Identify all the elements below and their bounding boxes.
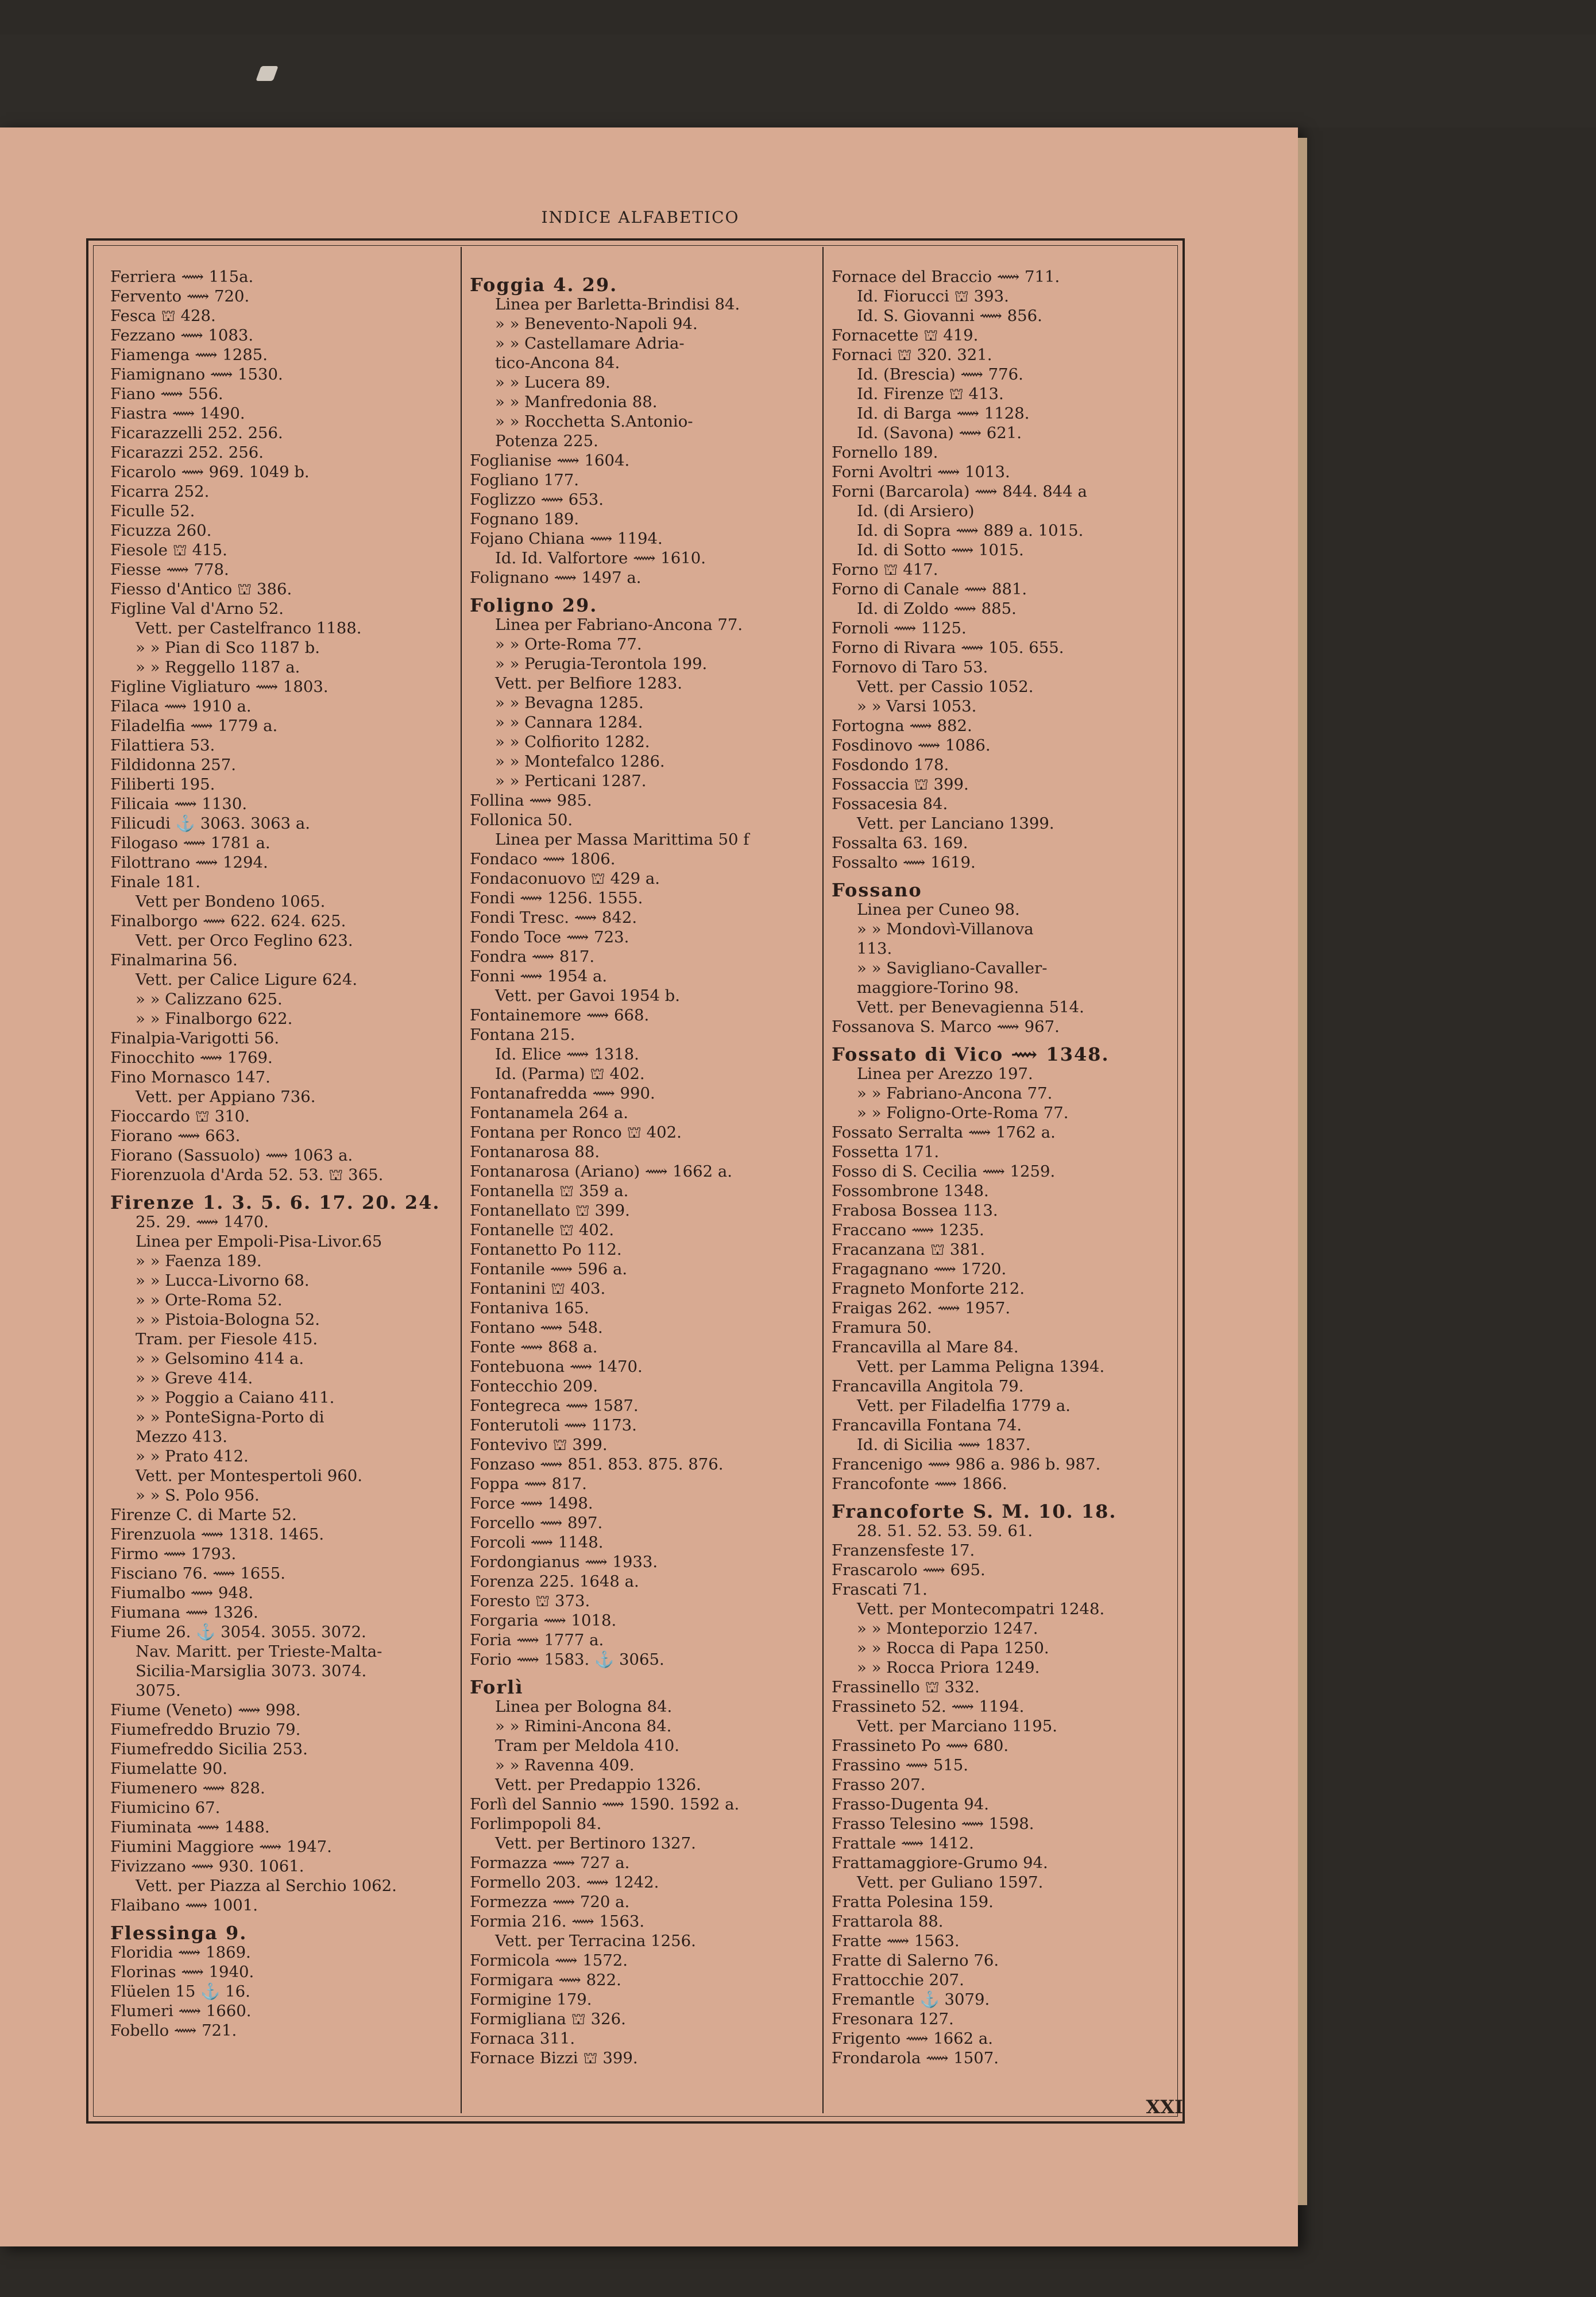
- index-sub-entry: Linea per Arezzo 197.: [857, 1065, 1033, 1083]
- index-sub-entry: Linea per Fabriano-Ancona 77.: [495, 616, 743, 634]
- index-entry: Finalpia-Varigotti 56.: [110, 1029, 280, 1047]
- index-entry: Fossaccia ⛫ 399.: [832, 775, 969, 794]
- index-entry: Filicaia ⟿ 1130.: [110, 795, 248, 813]
- index-entry: Frascarolo ⟿ 695.: [832, 1561, 986, 1579]
- index-sub-entry: Potenza 225.: [495, 432, 598, 450]
- index-sub-entry: » » Savigliano-Cavaller-: [857, 959, 1048, 977]
- index-entry: Forenza 225. 1648 a.: [470, 1572, 639, 1591]
- index-sub-entry: Vett. per Cassio 1052.: [857, 678, 1034, 696]
- index-sub-entry: » » Varsi 1053.: [857, 697, 977, 716]
- index-entry: Frattamaggiore-Grumo 94.: [832, 1854, 1048, 1872]
- index-entry: Filogaso ⟿ 1781 a.: [110, 834, 270, 852]
- index-entry: Fiorano ⟿ 663.: [110, 1127, 241, 1145]
- index-entry: Fiesole ⛫ 415.: [110, 541, 227, 559]
- index-entry: Fornaci ⛫ 320. 321.: [832, 346, 992, 364]
- index-entry: Flumeri ⟿ 1660.: [110, 2002, 252, 2020]
- index-entry: Fremantle ⚓ 3079.: [832, 1990, 990, 2009]
- index-sub-entry: » » Perticani 1287.: [495, 772, 647, 790]
- index-entry: Francavilla Fontana 74.: [832, 1416, 1022, 1434]
- index-sub-entry: Tram per Meldola 410.: [495, 1737, 680, 1755]
- index-entry: Fordongianus ⟿ 1933.: [470, 1553, 658, 1571]
- index-entry: Filattiera 53.: [110, 736, 215, 755]
- index-sub-entry: maggiore-Torino 98.: [857, 979, 1019, 997]
- index-entry: Fezzano ⟿ 1083.: [110, 326, 254, 345]
- index-sub-entry: Vett. per Appiano 736.: [136, 1088, 316, 1106]
- index-entry: Fondi Tresc. ⟿ 842.: [470, 908, 637, 927]
- index-entry: Fornacette ⛫ 419.: [832, 326, 979, 345]
- index-sub-entry: 28. 51. 52. 53. 59. 61.: [857, 1522, 1033, 1540]
- index-sub-entry: Linea per Cuneo 98.: [857, 900, 1020, 919]
- index-entry: Fildidonna 257.: [110, 756, 237, 774]
- index-sub-entry: Tram. per Fiesole 415.: [136, 1330, 318, 1348]
- index-entry: Fervento ⟿ 720.: [110, 287, 250, 306]
- index-entry: Frasso 207.: [832, 1776, 926, 1794]
- index-entry: Fiastra ⟿ 1490.: [110, 404, 245, 423]
- index-entry: Fragagnano ⟿ 1720.: [832, 1260, 1007, 1278]
- index-entry: Frasso Telesino ⟿ 1598.: [832, 1815, 1034, 1833]
- index-entry: Firenzuola ⟿ 1318. 1465.: [110, 1525, 324, 1544]
- index-sub-entry: » » Rocca Priora 1249.: [857, 1658, 1040, 1677]
- page-number: XXI: [1146, 2096, 1183, 2118]
- index-entry: Fontanetto Po 112.: [470, 1240, 622, 1259]
- index-entry: Francavilla Angitola 79.: [832, 1377, 1024, 1395]
- index-sub-entry: Id. di Sopra ⟿ 889 a. 1015.: [857, 521, 1084, 540]
- index-entry: Fiamignano ⟿ 1530.: [110, 365, 283, 384]
- index-entry: Firmo ⟿ 1793.: [110, 1545, 237, 1563]
- index-sub-entry: » » Montefalco 1286.: [495, 752, 665, 771]
- index-entry: Frondarola ⟿ 1507.: [832, 2049, 999, 2067]
- index-entry: Filicudi ⚓ 3063. 3063 a.: [110, 814, 311, 833]
- index-sub-entry: Id. (di Arsiero): [857, 502, 975, 520]
- index-entry: Fontaniva 165.: [470, 1299, 589, 1317]
- index-entry: Foppa ⟿ 817.: [470, 1475, 587, 1493]
- index-entry: Fontanellato ⛫ 399.: [470, 1201, 630, 1220]
- index-entry: Finocchito ⟿ 1769.: [110, 1049, 273, 1067]
- index-entry: Fontanile ⟿ 596 a.: [470, 1260, 628, 1278]
- index-entry: Fornovo di Taro 53.: [832, 658, 988, 676]
- index-entry: Frasso-Dugenta 94.: [832, 1795, 989, 1813]
- index-heading-entry: Francoforte S. M. 10. 18.: [832, 1501, 1117, 1522]
- index-entry: Fosdinovo ⟿ 1086.: [832, 736, 991, 755]
- index-entry: Fonni ⟿ 1954 a.: [470, 967, 608, 985]
- index-entry: Filadelfia ⟿ 1779 a.: [110, 717, 278, 735]
- index-entry: Ficulle 52.: [110, 502, 195, 520]
- index-entry: Fioccardo ⛫ 310.: [110, 1107, 250, 1126]
- index-sub-entry: Vett. per Castelfranco 1188.: [136, 619, 362, 637]
- index-entry: Fondaco ⟿ 1806.: [470, 850, 616, 868]
- index-entry: Fresonara 127.: [832, 2010, 954, 2028]
- index-entry: Fonzaso ⟿ 851. 853. 875. 876.: [470, 1455, 724, 1474]
- index-entry: Forgaria ⟿ 1018.: [470, 1611, 617, 1630]
- index-sub-entry: » » Benevento-Napoli 94.: [495, 315, 698, 333]
- page-edge: [1298, 138, 1307, 2205]
- index-sub-entry: » » Bevagna 1285.: [495, 694, 644, 712]
- index-sub-entry: » » Colfiorito 1282.: [495, 733, 650, 751]
- index-entry: Frassineto Po ⟿ 680.: [832, 1737, 1009, 1755]
- index-sub-entry: » » Orte-Roma 77.: [495, 635, 642, 653]
- column-divider: [822, 247, 824, 2113]
- index-entry: Formigliana ⛫ 326.: [470, 2010, 626, 2028]
- index-entry: Forcoli ⟿ 1148.: [470, 1533, 604, 1552]
- index-sub-entry: Vett. per Montecompatri 1248.: [857, 1600, 1105, 1618]
- index-entry: Figline Val d'Arno 52.: [110, 600, 284, 618]
- index-sub-entry: » » Calizzano 625.: [136, 990, 283, 1008]
- index-sub-entry: Vett. per Marciano 1195.: [857, 1717, 1057, 1735]
- index-sub-entry: » » Cannara 1284.: [495, 713, 643, 732]
- index-sub-entry: » » Manfredonia 88.: [495, 393, 658, 411]
- index-entry: Fiumefreddo Sicilia 253.: [110, 1740, 308, 1758]
- index-entry: Foglianise ⟿ 1604.: [470, 451, 630, 470]
- index-entry: Fraigas 262. ⟿ 1957.: [832, 1299, 1011, 1317]
- index-sub-entry: Vett. per Predappio 1326.: [495, 1776, 701, 1794]
- index-sub-entry: Sicilia-Marsiglia 3073. 3074.: [136, 1662, 367, 1680]
- index-entry: Foresto ⛫ 373.: [470, 1592, 590, 1610]
- index-entry: Forlì del Sannio ⟿ 1590. 1592 a.: [470, 1795, 740, 1813]
- index-entry: Fossalto ⟿ 1619.: [832, 853, 976, 872]
- index-entry: Fontevivo ⛫ 399.: [470, 1436, 608, 1454]
- index-sub-entry: Id. Fiorucci ⛫ 393.: [857, 287, 1009, 306]
- index-sub-entry: Linea per Barletta-Brindisi 84.: [495, 295, 740, 314]
- index-entry: Folignano ⟿ 1497 a.: [470, 569, 642, 587]
- index-sub-entry: Vett. per Piazza al Serchio 1062.: [136, 1877, 397, 1895]
- index-entry: Fisciano 76. ⟿ 1655.: [110, 1564, 285, 1583]
- index-sub-entry: » » S. Polo 956.: [136, 1486, 260, 1505]
- index-entry: Finale 181.: [110, 873, 201, 891]
- index-entry: Fontanini ⛫ 403.: [470, 1279, 606, 1298]
- index-heading-entry: Foggia 4. 29.: [470, 274, 618, 296]
- index-sub-entry: » » Perugia-Terontola 199.: [495, 655, 708, 673]
- index-entry: Fontanarosa (Ariano) ⟿ 1662 a.: [470, 1162, 733, 1181]
- index-sub-entry: Vett. per Orco Feglino 623.: [136, 931, 353, 950]
- index-entry: Frattale ⟿ 1412.: [832, 1834, 974, 1853]
- index-entry: Fonterutoli ⟿ 1173.: [470, 1416, 637, 1434]
- index-entry: Fontanafredda ⟿ 990.: [470, 1084, 655, 1103]
- column-divider: [461, 247, 462, 2113]
- index-entry: Fondi ⟿ 1256. 1555.: [470, 889, 643, 907]
- index-sub-entry: » » Prato 412.: [136, 1447, 249, 1465]
- index-entry: Fiuminata ⟿ 1488.: [110, 1818, 270, 1836]
- index-entry: Fornello 189.: [832, 443, 938, 462]
- index-sub-entry: » » Lucera 89.: [495, 373, 610, 392]
- index-sub-entry: Vett. per Lanciano 1399.: [857, 814, 1054, 833]
- index-sub-entry: Mezzo 413.: [136, 1428, 227, 1446]
- index-entry: Fontecchio 209.: [470, 1377, 598, 1395]
- index-entry: Frabosa Bossea 113.: [832, 1201, 998, 1220]
- index-entry: Fontegreca ⟿ 1587.: [470, 1397, 639, 1415]
- index-entry: Formigara ⟿ 822.: [470, 1971, 621, 1989]
- index-entry: Fondaconuovo ⛫ 429 a.: [470, 869, 660, 888]
- index-entry: Fracanzana ⛫ 381.: [832, 1240, 986, 1259]
- index-sub-entry: » » Pian di Sco 1187 b.: [136, 639, 320, 657]
- index-entry: Fesca ⛫ 428.: [110, 307, 216, 325]
- index-entry: Fontanella ⛫ 359 a.: [470, 1182, 629, 1200]
- index-sub-entry: » » Mondovì-Villanova: [857, 920, 1034, 938]
- index-sub-entry: Vett. per Montespertoli 960.: [136, 1467, 363, 1485]
- index-entry: Ficarra 252.: [110, 482, 210, 501]
- index-entry: Ficarazzelli 252. 256.: [110, 424, 283, 442]
- index-sub-entry: » » Reggello 1187 a.: [136, 658, 300, 676]
- index-entry: Fornace Bizzi ⛫ 399.: [470, 2049, 638, 2067]
- index-entry: Fiumini Maggiore ⟿ 1947.: [110, 1838, 332, 1856]
- index-entry: Frigento ⟿ 1662 a.: [832, 2029, 993, 2048]
- index-entry: Framura 50.: [832, 1318, 932, 1337]
- index-entry: Fiorano (Sassuolo) ⟿ 1063 a.: [110, 1146, 353, 1165]
- index-entry: Fobello ⟿ 721.: [110, 2021, 237, 2040]
- index-entry: Fiesso d'Antico ⛫ 386.: [110, 580, 292, 598]
- index-entry: Fraccano ⟿ 1235.: [832, 1221, 984, 1239]
- index-entry: Foria ⟿ 1777 a.: [470, 1631, 604, 1649]
- index-entry: Fontanamela 264 a.: [470, 1104, 629, 1122]
- index-entry: Forno di Rivara ⟿ 105. 655.: [832, 639, 1064, 657]
- index-entry: Frattocchie 207.: [832, 1971, 964, 1989]
- index-heading-entry: Fossato di Vico ⟿ 1348.: [832, 1043, 1110, 1065]
- index-entry: Fratte ⟿ 1563.: [832, 1932, 960, 1950]
- index-entry: Fiume 26. ⚓ 3054. 3055. 3072.: [110, 1623, 366, 1641]
- index-entry: Fiano ⟿ 556.: [110, 385, 223, 403]
- index-entry: Floridia ⟿ 1869.: [110, 1943, 251, 1962]
- index-sub-entry: » » Foligno-Orte-Roma 77.: [857, 1104, 1069, 1122]
- index-sub-entry: Vett. per Calice Ligure 624.: [136, 970, 358, 989]
- index-sub-entry: Nav. Maritt. per Trieste-Malta-: [136, 1642, 382, 1661]
- index-sub-entry: » » Lucca-Livorno 68.: [136, 1271, 310, 1290]
- index-entry: Forio ⟿ 1583. ⚓ 3065.: [470, 1650, 664, 1669]
- index-entry: Fontana per Ronco ⛫ 402.: [470, 1123, 682, 1142]
- index-entry: Flaibano ⟿ 1001.: [110, 1896, 258, 1915]
- index-entry: Francenigo ⟿ 986 a. 986 b. 987.: [832, 1455, 1101, 1474]
- index-sub-entry: » » Faenza 189.: [136, 1252, 262, 1270]
- index-entry: Formigine 179.: [470, 1990, 592, 2009]
- index-entry: Follonica 50.: [470, 811, 573, 829]
- index-entry: Fratte di Salerno 76.: [832, 1951, 999, 1970]
- index-entry: Fiume (Veneto) ⟿ 998.: [110, 1701, 301, 1719]
- index-sub-entry: » » Poggio a Caiano 411.: [136, 1389, 335, 1407]
- index-entry: Fiumicino 67.: [110, 1799, 221, 1817]
- index-sub-entry: Vett. per Gavoi 1954 b.: [495, 987, 681, 1005]
- index-entry: Formazza ⟿ 727 a.: [470, 1854, 630, 1872]
- index-entry: Foglizzo ⟿ 653.: [470, 490, 604, 509]
- index-entry: Fragneto Monforte 212.: [832, 1279, 1025, 1298]
- index-entry: Fiumefreddo Bruzio 79.: [110, 1720, 301, 1739]
- index-entry: Fornoli ⟿ 1125.: [832, 619, 967, 637]
- index-sub-entry: » » Rimini-Ancona 84.: [495, 1717, 672, 1735]
- index-sub-entry: Linea per Empoli-Pisa-Livor.65: [136, 1232, 382, 1251]
- index-sub-entry: 113.: [857, 939, 892, 958]
- index-entry: Fino Mornasco 147.: [110, 1068, 270, 1086]
- index-entry: Forni Avoltri ⟿ 1013.: [832, 463, 1010, 481]
- index-entry: Filaca ⟿ 1910 a.: [110, 697, 252, 716]
- index-sub-entry: Vett. per Benevagienna 514.: [857, 998, 1084, 1016]
- index-entry: Fiumana ⟿ 1326.: [110, 1603, 258, 1622]
- index-sub-entry: Vett. per Bertinoro 1327.: [495, 1834, 696, 1853]
- index-sub-entry: Vett. per Belfiore 1283.: [495, 674, 683, 693]
- index-sub-entry: » » Finalborgo 622.: [136, 1010, 293, 1028]
- index-sub-entry: Vett. per Terracina 1256.: [495, 1932, 696, 1950]
- index-entry: Francavilla al Mare 84.: [832, 1338, 1019, 1356]
- index-entry: Fornace del Braccio ⟿ 711.: [832, 268, 1060, 286]
- index-entry: Fogliano 177.: [470, 471, 579, 489]
- index-entry: Fondo Toce ⟿ 723.: [470, 928, 629, 946]
- index-entry: Ficarolo ⟿ 969. 1049 b.: [110, 463, 310, 481]
- index-sub-entry: tico-Ancona 84.: [495, 354, 620, 372]
- index-entry: Filiberti 195.: [110, 775, 215, 794]
- index-entry: Fossalta 63. 169.: [832, 834, 968, 852]
- index-heading-entry: Flessinga 9.: [110, 1922, 248, 1944]
- index-entry: Forni (Barcarola) ⟿ 844. 844 a: [832, 482, 1087, 501]
- index-entry: Fosdondo 178.: [832, 756, 949, 774]
- index-entry: Franzensfeste 17.: [832, 1541, 975, 1560]
- index-entry: Formezza ⟿ 720 a.: [470, 1893, 630, 1911]
- index-entry: Fonte ⟿ 868 a.: [470, 1338, 598, 1356]
- index-entry: Formicola ⟿ 1572.: [470, 1951, 628, 1970]
- index-entry: Forno di Canale ⟿ 881.: [832, 580, 1027, 598]
- index-entry: Ficarazzi 252. 256.: [110, 443, 264, 462]
- index-column-3: [832, 267, 1176, 2102]
- index-entry: Ferriera ⟿ 115a.: [110, 268, 254, 286]
- index-sub-entry: » » Monteporzio 1247.: [857, 1619, 1038, 1638]
- index-entry: Filottrano ⟿ 1294.: [110, 853, 268, 872]
- index-entry: Fiesse ⟿ 778.: [110, 560, 229, 579]
- index-entry: Francofonte ⟿ 1866.: [832, 1475, 1007, 1493]
- index-entry: Fontanarosa 88.: [470, 1143, 600, 1161]
- index-entry: Finalmarina 56.: [110, 951, 238, 969]
- index-entry: Fossato Serralta ⟿ 1762 a.: [832, 1123, 1056, 1142]
- book-spine-background: [0, 34, 1596, 127]
- index-sub-entry: 25. 29. ⟿ 1470.: [136, 1213, 269, 1231]
- index-entry: Fossacesia 84.: [832, 795, 948, 813]
- index-entry: Fontanelle ⛫ 402.: [470, 1221, 615, 1239]
- index-column-1: [110, 267, 455, 2102]
- index-heading-entry: Firenze 1. 3. 5. 6. 17. 20. 24.: [110, 1192, 440, 1213]
- index-entry: Fiumalbo ⟿ 948.: [110, 1584, 254, 1602]
- index-entry: Fontebuona ⟿ 1470.: [470, 1358, 643, 1376]
- index-entry: Fossanova S. Marco ⟿ 967.: [832, 1018, 1060, 1036]
- index-entry: Frassineto 52. ⟿ 1194.: [832, 1697, 1025, 1716]
- index-entry: Follina ⟿ 985.: [470, 791, 592, 810]
- index-entry: Frassino ⟿ 515.: [832, 1756, 969, 1774]
- index-sub-entry: » » Gelsomino 414 a.: [136, 1349, 304, 1368]
- index-entry: Fiamenga ⟿ 1285.: [110, 346, 268, 364]
- index-entry: Fortogna ⟿ 882.: [832, 717, 972, 735]
- index-heading-entry: Forlì: [470, 1676, 524, 1698]
- index-entry: Fojano Chiana ⟿ 1194.: [470, 529, 663, 548]
- page-running-head: INDICE ALFABETICO: [541, 208, 740, 227]
- index-sub-entry: » » Castellamare Adria-: [495, 334, 685, 353]
- index-sub-entry: Linea per Massa Marittima 50 f: [495, 830, 749, 849]
- index-entry: Fontana 215.: [470, 1026, 575, 1044]
- index-sub-entry: Id. Id. Valfortore ⟿ 1610.: [495, 549, 706, 567]
- index-heading-entry: Fossano: [832, 879, 922, 901]
- index-entry: Frascati 71.: [832, 1580, 928, 1599]
- index-entry: Fiumenero ⟿ 828.: [110, 1779, 265, 1797]
- index-sub-entry: Id. di Barga ⟿ 1128.: [857, 404, 1030, 423]
- index-entry: Fontano ⟿ 548.: [470, 1318, 603, 1337]
- index-sub-entry: Id. di Sicilia ⟿ 1837.: [857, 1436, 1031, 1454]
- index-entry: Figline Vigliaturo ⟿ 1803.: [110, 678, 329, 696]
- index-entry: Fossombrone 1348.: [832, 1182, 989, 1200]
- index-entry: Fosso di S. Cecilia ⟿ 1259.: [832, 1162, 1056, 1181]
- index-sub-entry: » » PonteSigna-Porto di: [136, 1408, 324, 1426]
- index-entry: Fognano 189.: [470, 510, 579, 528]
- index-sub-entry: » » Rocchetta S.Antonio-: [495, 412, 693, 431]
- index-entry: Finalborgo ⟿ 622. 624. 625.: [110, 912, 346, 930]
- index-sub-entry: Id. (Brescia) ⟿ 776.: [857, 365, 1023, 384]
- index-sub-entry: Vett. per Lamma Peligna 1394.: [857, 1358, 1105, 1376]
- index-sub-entry: » » Fabriano-Ancona 77.: [857, 1084, 1053, 1103]
- index-entry: Ficuzza 260.: [110, 521, 212, 540]
- index-entry: Firenze C. di Marte 52.: [110, 1506, 297, 1524]
- index-heading-entry: Foligno 29.: [470, 594, 598, 616]
- index-entry: Forno ⛫ 417.: [832, 560, 938, 579]
- index-sub-entry: Id. di Sotto ⟿ 1015.: [857, 541, 1024, 559]
- index-column-2: [470, 267, 816, 2102]
- index-entry: Frassinello ⛫ 332.: [832, 1678, 980, 1696]
- index-entry: Fornaca 311.: [470, 2029, 575, 2048]
- index-sub-entry: » » Pistoia-Bologna 52.: [136, 1310, 320, 1329]
- index-entry: Fivizzano ⟿ 930. 1061.: [110, 1857, 304, 1876]
- index-sub-entry: Id. di Zoldo ⟿ 885.: [857, 600, 1017, 618]
- index-entry: Florinas ⟿ 1940.: [110, 1963, 254, 1981]
- index-sub-entry: Vett per Bondeno 1065.: [136, 892, 326, 911]
- index-sub-entry: Vett. per Filadelfia 1779 a.: [857, 1397, 1071, 1415]
- index-sub-entry: » » Rocca di Papa 1250.: [857, 1639, 1049, 1657]
- index-entry: Fossetta 171.: [832, 1143, 940, 1161]
- index-entry: Forcello ⟿ 897.: [470, 1514, 603, 1532]
- index-sub-entry: » » Greve 414.: [136, 1369, 253, 1387]
- index-entry: Formello 203. ⟿ 1242.: [470, 1873, 659, 1892]
- index-sub-entry: Id. (Parma) ⛫ 402.: [495, 1065, 645, 1083]
- index-sub-entry: Id. S. Giovanni ⟿ 856.: [857, 307, 1042, 325]
- index-sub-entry: Id. Firenze ⛫ 413.: [857, 385, 1004, 403]
- index-entry: Flüelen 15 ⚓ 16.: [110, 1982, 250, 2001]
- index-entry: Fondra ⟿ 817.: [470, 948, 595, 966]
- index-entry: Fiumelatte 90.: [110, 1760, 227, 1778]
- index-sub-entry: Id. Elice ⟿ 1318.: [495, 1045, 639, 1064]
- index-entry: Forlimpopoli 84.: [470, 1815, 602, 1833]
- index-entry: Force ⟿ 1498.: [470, 1494, 593, 1513]
- index-entry: Frattarola 88.: [832, 1912, 944, 1931]
- index-sub-entry: 3075.: [136, 1681, 181, 1700]
- index-sub-entry: » » Ravenna 409.: [495, 1756, 635, 1774]
- index-sub-entry: Linea per Bologna 84.: [495, 1697, 673, 1716]
- index-sub-entry: Id. (Savona) ⟿ 621.: [857, 424, 1022, 442]
- index-entry: Fratta Polesina 159.: [832, 1893, 994, 1911]
- index-entry: Formia 216. ⟿ 1563.: [470, 1912, 645, 1931]
- index-sub-entry: » » Orte-Roma 52.: [136, 1291, 283, 1309]
- index-sub-entry: Vett. per Guliano 1597.: [857, 1873, 1044, 1892]
- index-entry: Fontainemore ⟿ 668.: [470, 1006, 650, 1024]
- index-entry: Fiorenzuola d'Arda 52. 53. ⛫ 365.: [110, 1166, 384, 1184]
